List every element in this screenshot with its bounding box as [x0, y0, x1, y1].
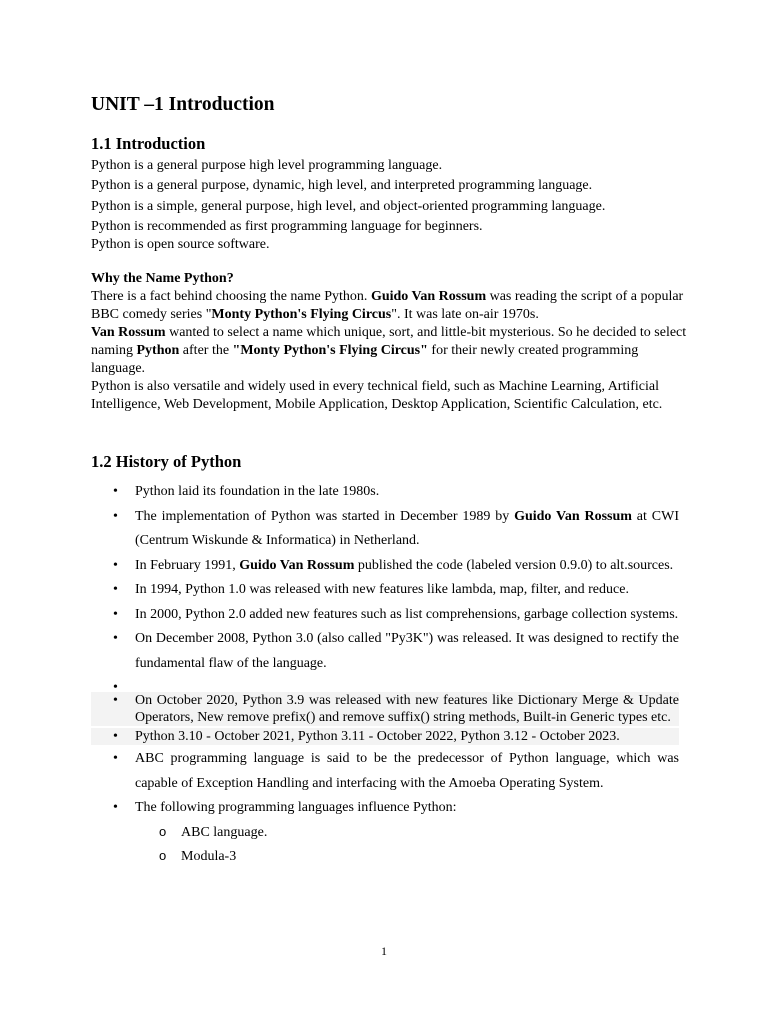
history-item-3: • In February 1991, Guido Van Rossum published the code (labeled version 0.9.0) to alt.sources.: [91, 554, 679, 579]
intro-line-4: Python is recommended as first programming language for beginners.: [91, 219, 483, 234]
section-heading-history: 1.2 History of Python: [91, 452, 242, 471]
history-item-5: • In 2000, Python 2.0 added new features such as list comprehensions, garbage collection systems.: [91, 603, 679, 628]
intro-line-2: Python is a general purpose, dynamic, high level, and interpreted programming language.: [91, 178, 593, 193]
intro-line-1: Python is a general purpose high level programming language.: [91, 158, 443, 173]
why-name-title: Why the Name Python?: [91, 271, 234, 286]
unit-title: UNIT –1 Introduction: [91, 94, 275, 115]
why-paragraph-1: There is a fact behind choosing the name Python. Guido Van Rossum was reading the script of a popular BBC comedy series "Monty Python's Flying Circus". It was late on-air 1970s.: [91, 289, 684, 322]
intro-line-3: Python is a simple, general purpose, high level, and object-oriented programming language.: [91, 199, 606, 214]
section-heading-introduction: 1.1 Introduction: [91, 134, 206, 153]
influence-item-modula3: o Modula-3: [135, 845, 679, 870]
history-item-4: • In 1994, Python 1.0 was released with new features like lambda, map, filter, and reduce.: [91, 578, 679, 603]
influence-sublist: [135, 821, 679, 870]
why-name-section: [91, 270, 691, 414]
page-number: 1: [381, 944, 387, 958]
influence-item-abc: o ABC language.: [135, 821, 679, 846]
history-item-9: • ABC programming language is said to be the predecessor of Python language, which was capable of Exception Handling and interfacing with the Amoeba Operating System.: [91, 747, 679, 796]
why-paragraph-3: Python is also versatile and widely used in every technical field, such as Machine Learning, Artificial Intelligence, Web Development, Mobile Application, Desktop Application, Scientific Calculation, etc.: [91, 379, 663, 412]
list-gap: [91, 676, 679, 690]
history-list: [91, 480, 679, 870]
history-item-1: • Python laid its foundation in the late 1980s.: [91, 480, 679, 505]
why-paragraph-2: Van Rossum wanted to select a name which unique, sort, and little-bit mysterious. So he decided to select naming Python after the "Monty Python's Flying Circus" for their newly created programming language.: [91, 325, 687, 376]
history-item-2: • The implementation of Python was started in December 1989 by Guido Van Rossum at CWI (Centrum Wiskunde & Informatica) in Netherland.: [91, 505, 679, 554]
intro-line-5: Python is open source software.: [91, 237, 270, 252]
history-item-8: • Python 3.10 - October 2021, Python 3.11 - October 2022, Python 3.12 - October 2023.: [91, 728, 679, 745]
history-item-6: • On December 2008, Python 3.0 (also called "Py3K") was released. It was designed to rectify the fundamental flaw of the language.: [91, 627, 679, 676]
history-item-7: • On October 2020, Python 3.9 was released with new features like Dictionary Merge & Update Operators, New remove prefix() and remove suffix() string methods, Built-in Generic types etc.: [91, 692, 679, 726]
history-item-10: • The following programming languages influence Python: o ABC language. o Modula-3: [91, 796, 679, 870]
